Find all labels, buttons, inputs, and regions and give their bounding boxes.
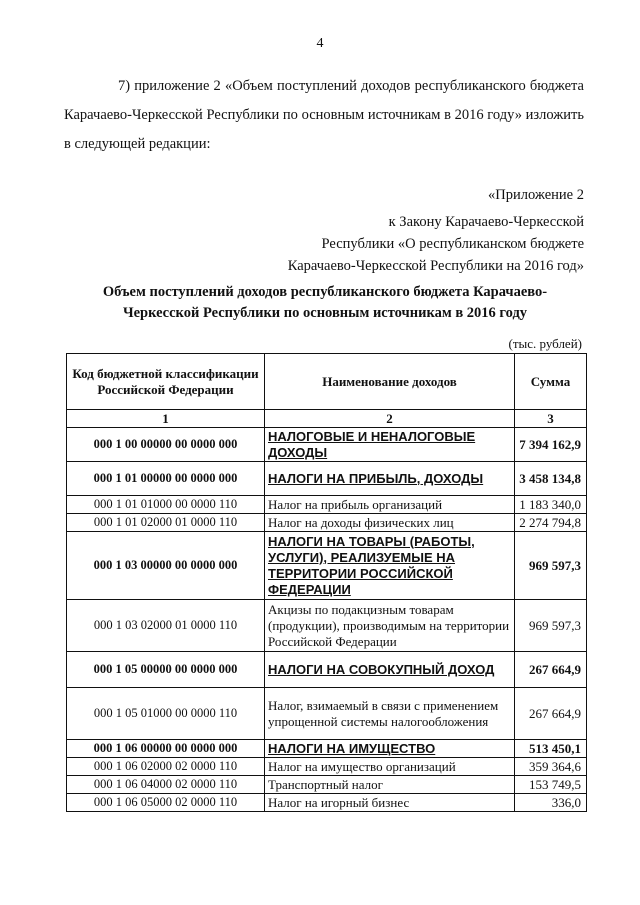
row-sum: 969 597,3	[515, 532, 587, 600]
row-sum: 267 664,9	[515, 652, 587, 688]
row-name: Налог на имущество организаций	[265, 758, 515, 776]
row-name: НАЛОГОВЫЕ И НЕНАЛОГОВЫЕ ДОХОДЫ	[265, 428, 515, 462]
row-code: 000 1 05 01000 00 0000 110	[67, 688, 265, 740]
units-label: (тыс. рублей)	[508, 336, 582, 351]
page-number: 4	[316, 36, 324, 51]
table-row	[67, 600, 587, 652]
row-sum: 336,0	[515, 794, 587, 812]
row-name: Налог, взимаемый в связи с применением упрощенной системы налогообложения	[265, 688, 515, 740]
table-header-row	[67, 354, 587, 410]
row-name: Налог на доходы физических лиц	[265, 514, 515, 532]
table-row	[67, 652, 587, 688]
row-code: 000 1 03 00000 00 0000 000	[67, 532, 265, 600]
title-line-2: Черкесской Республики по основным источникам в 2016 году	[122, 305, 528, 321]
row-name: Налог на игорный бизнес	[265, 794, 515, 812]
column-number: 1	[67, 410, 265, 428]
row-sum: 267 664,9	[515, 688, 587, 740]
row-name: НАЛОГИ НА СОВОКУПНЫЙ ДОХОД	[265, 652, 515, 688]
row-code: 000 1 03 02000 01 0000 110	[67, 600, 265, 652]
row-code: 000 1 01 00000 00 0000 000	[67, 462, 265, 496]
table-row	[67, 532, 587, 600]
header-code: Код бюджетной классификации Российской Федерации	[67, 354, 265, 410]
table-row	[67, 496, 587, 514]
table-row	[67, 740, 587, 758]
row-code: 000 1 00 00000 00 0000 000	[67, 428, 265, 462]
row-name: Налог на прибыль организаций	[265, 496, 515, 514]
row-name: Акцизы по подакцизным товарам (продукции), производимым на территории Российской Федерации	[265, 600, 515, 652]
appendix-ref-line-1: «Приложение 2	[488, 187, 584, 203]
row-name: НАЛОГИ НА ТОВАРЫ (РАБОТЫ, УСЛУГИ), РЕАЛИЗУЕМЫЕ НА ТЕРРИТОРИИ РОССИЙСКОЙ ФЕДЕРАЦИИ	[265, 532, 515, 600]
header-name: Наименование доходов	[265, 354, 515, 410]
row-code: 000 1 06 00000 00 0000 000	[67, 740, 265, 758]
row-sum: 513 450,1	[515, 740, 587, 758]
appendix-ref-line-4: Карачаево-Черкесской Республики на 2016 год»	[287, 258, 584, 274]
row-sum: 359 364,6	[515, 758, 587, 776]
table-row	[67, 462, 587, 496]
title-line-1: Объем поступлений доходов республиканского бюджета Карачаево-	[102, 284, 548, 300]
row-code: 000 1 06 04000 02 0000 110	[67, 776, 265, 794]
column-number-row	[67, 410, 587, 428]
row-code: 000 1 06 05000 02 0000 110	[67, 794, 265, 812]
row-sum: 1 183 340,0	[515, 496, 587, 514]
table-row	[67, 514, 587, 532]
table-row	[67, 794, 587, 812]
row-code: 000 1 05 00000 00 0000 000	[67, 652, 265, 688]
row-code: 000 1 01 02000 01 0000 110	[67, 514, 265, 532]
table-row	[67, 428, 587, 462]
appendix-ref-line-2: к Закону Карачаево-Черкесской	[388, 214, 584, 230]
appendix-ref-line-3: Республики «О республиканском бюджете	[321, 236, 584, 252]
revenue-table	[66, 353, 587, 812]
document-title	[70, 282, 580, 324]
row-name: НАЛОГИ НА ИМУЩЕСТВО	[265, 740, 515, 758]
row-name: НАЛОГИ НА ПРИБЫЛЬ, ДОХОДЫ	[265, 462, 515, 496]
row-sum: 2 274 794,8	[515, 514, 587, 532]
row-code: 000 1 01 01000 00 0000 110	[67, 496, 265, 514]
row-sum: 7 394 162,9	[515, 428, 587, 462]
header-sum: Сумма	[515, 354, 587, 410]
row-sum: 969 597,3	[515, 600, 587, 652]
row-sum: 3 458 134,8	[515, 462, 587, 496]
table-row	[67, 776, 587, 794]
column-number: 2	[265, 410, 515, 428]
row-sum: 153 749,5	[515, 776, 587, 794]
appendix-reference	[288, 184, 584, 277]
row-code: 000 1 06 02000 02 0000 110	[67, 758, 265, 776]
column-number: 3	[515, 410, 587, 428]
table-row	[67, 688, 587, 740]
intro-paragraph: 7) приложение 2 «Объем поступлений доходов республиканского бюджета Карачаево-Черкесской Республики по основным источникам в 2016 году» изложить в следующей редакции:	[64, 78, 584, 152]
table-row	[67, 758, 587, 776]
row-name: Транспортный налог	[265, 776, 515, 794]
